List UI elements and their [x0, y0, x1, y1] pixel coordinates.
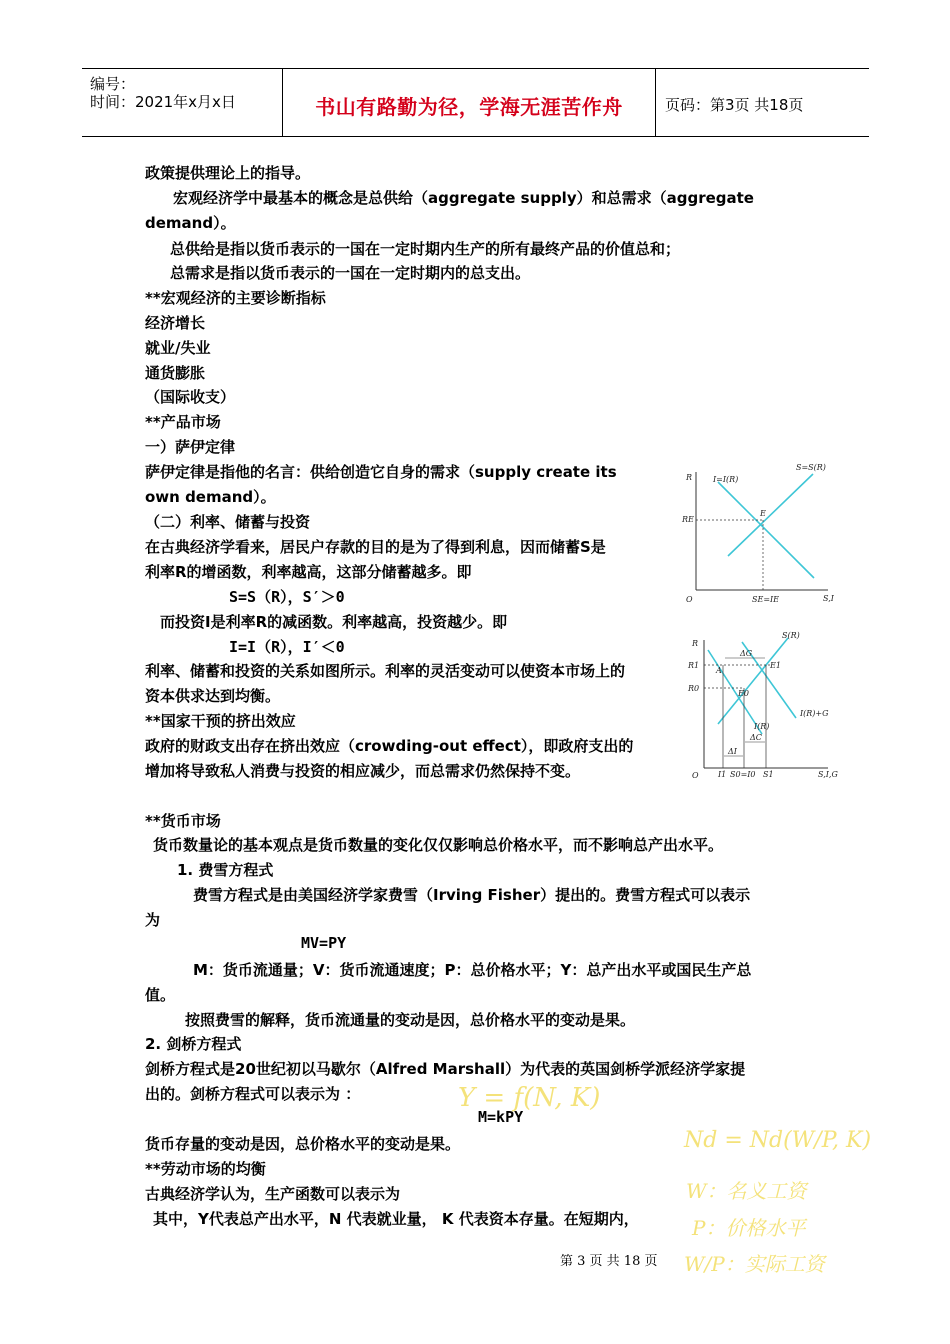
fig2-x-label: S,I,G [818, 770, 838, 779]
text-line: 政府的财政支出存在挤出效应（crowding-out effect），即政府支出的 [145, 737, 634, 755]
fig2-point-a: A [716, 666, 722, 675]
formula-savings: S=S（R），S′＞0 [229, 588, 345, 606]
fig1-x-label: S,I [823, 594, 834, 603]
fig1-r-eq-label: RE [682, 515, 694, 524]
figure-crowding-out [678, 628, 843, 780]
fig2-x-i1: I1 [718, 770, 727, 779]
text-line: 在古典经济学看来，居民户存款的目的是为了得到利息，因而储蓄S是 [145, 538, 606, 556]
fig1-y-label: R [686, 473, 693, 482]
text-line: 利率、储蓄和投资的关系如图所示。利率的灵活变动可以使资本市场上的 [145, 662, 626, 680]
text-line: M：货币流通量；V：货币流通速度；P：总价格水平；Y：总产出水平或国民生产总 [193, 961, 752, 979]
page-footer: 第 3 页 共 18 页 [560, 1254, 658, 1269]
subheading: 一）萨伊定律 [145, 438, 236, 456]
watermark-wp: W/P：实际工资 [684, 1252, 825, 1276]
text-line: demand）。 [145, 214, 236, 232]
watermark-production-function: Y = f(N, K) [458, 1083, 601, 1113]
text-line: 总供给是指以货币表示的一国在一定时期内生产的所有最终产品的价值总和； [170, 240, 681, 258]
text-line: 剑桥方程式是20世纪初以马歇尔（Alfred Marshall）为代表的英国剑桥学派经济学家提 [145, 1060, 746, 1078]
section-heading: **劳动市场的均衡 [145, 1160, 266, 1178]
fig1-investment-curve [718, 482, 814, 578]
text-line: 萨伊定律是指他的名言：供给创造它自身的需求（supply create its [145, 463, 617, 481]
fig2-curve-ig-label: I(R)+G [800, 709, 829, 718]
fig2-x-s1: S1 [763, 770, 774, 779]
text-line: 政策提供理论上的指导。 [145, 164, 311, 182]
fig2-x-s0: S0=I0 [730, 770, 756, 779]
header-left-cell [82, 69, 282, 136]
text-line: 宏观经济学中最基本的概念是总供给（aggregate supply）和总需求（aggregate [173, 189, 754, 207]
text-line: 值。 [145, 986, 176, 1004]
text-line: 货币存量的变动是因，总价格水平的变动是果。 [145, 1135, 461, 1153]
section-heading: **宏观经济的主要诊断指标 [145, 289, 326, 307]
text-line: 增加将导致私人消费与投资的相应减少，而总需求仍然保持不变。 [145, 762, 581, 780]
text-line: 货币数量论的基本观点是货币数量的变化仅仅影响总价格水平，而不影响总产出水平。 [153, 836, 724, 854]
text-line: 而投资I是利率R的减函数。利率越高，投资越少。即 [160, 613, 508, 631]
watermark-w: W：名义工资 [686, 1179, 807, 1203]
text-line: 利率R的增函数，利率越高，这部分储蓄越多。即 [145, 563, 472, 581]
fig2-point-e0: E0 [738, 689, 749, 698]
fig1-x-eq-label: SE=IE [752, 595, 780, 604]
fig1-curve-s-label: S=S(R) [796, 463, 826, 472]
subheading: 2. 剑桥方程式 [145, 1035, 242, 1053]
text-line: 出的。剑桥方程式可以表示为 ： [145, 1085, 361, 1103]
page-header [82, 68, 869, 137]
subheading: 1. 费雪方程式 [177, 861, 274, 879]
section-heading: **产品市场 [145, 413, 221, 431]
watermark-p: P：价格水平 [692, 1216, 806, 1240]
text-line: 为 [145, 911, 161, 929]
text-line: 按照费雪的解释，货币流通量的变动是因，总价格水平的变动是果。 [185, 1011, 636, 1029]
text-line: （国际收支） [145, 388, 236, 406]
text-line: 古典经济学认为，生产函数可以表示为 [145, 1185, 401, 1203]
fig2-curve-i-label: I(R) [754, 722, 770, 731]
watermark-labor-demand: Nd = Nd(W/P, K) [684, 1128, 872, 1153]
fig2-point-e1: E1 [770, 661, 781, 670]
formula-cambridge: M=kPY [478, 1108, 524, 1126]
number-label: 编号： [90, 75, 136, 93]
fig1-point-e: E [760, 509, 766, 518]
text-line: 就业/失业 [145, 339, 211, 357]
subheading: （二）利率、储蓄与投资 [145, 513, 311, 531]
fig2-y-label: R [692, 639, 699, 648]
text-line: 通货膨胀 [145, 364, 206, 382]
time-label: 时间：2021年x月x日 [90, 93, 236, 111]
fig2-delta-g-label: ΔG [740, 649, 753, 658]
section-heading: **国家干预的挤出效应 [145, 712, 296, 730]
text-line: 其中，Y代表总产出水平，N 代表就业量， K 代表资本存量。在短期内， [153, 1210, 639, 1228]
text-line: 经济增长 [145, 314, 206, 332]
text-line: own demand）。 [145, 488, 276, 506]
page-label: 页码：第3页 共18页 [665, 96, 804, 114]
fig2-delta-i-label: ΔI [728, 747, 737, 756]
fig2-delta-c-label: ΔC [750, 733, 762, 742]
figure-savings-investment [678, 458, 843, 610]
fig1-curve-i-label: I=I(R) [713, 475, 739, 484]
text-line: 总需求是指以货币表示的一国在一定时期内的总支出。 [170, 264, 531, 282]
fig2-r1-label: R1 [688, 661, 700, 670]
formula-investment: I=I（R），I′＜0 [229, 638, 345, 656]
text-line: 资本供求达到均衡。 [145, 687, 281, 705]
section-heading: **货币市场 [145, 812, 221, 830]
fig2-curve-s-label: S(R) [782, 631, 800, 640]
header-motto-cell [282, 69, 656, 136]
fig1-origin: O [686, 595, 693, 604]
fig1-savings-curve [728, 474, 813, 556]
header-right-cell [655, 69, 869, 136]
motto: 书山有路勤为径，学海无涯苦作舟 [315, 95, 623, 119]
formula-fisher: MV=PY [301, 934, 347, 952]
text-line: 费雪方程式是由美国经济学家费雪（Irving Fisher）提出的。费雪方程式可以表示 [193, 886, 751, 904]
fig2-r0-label: R0 [688, 684, 700, 693]
fig2-origin: O [692, 771, 699, 780]
